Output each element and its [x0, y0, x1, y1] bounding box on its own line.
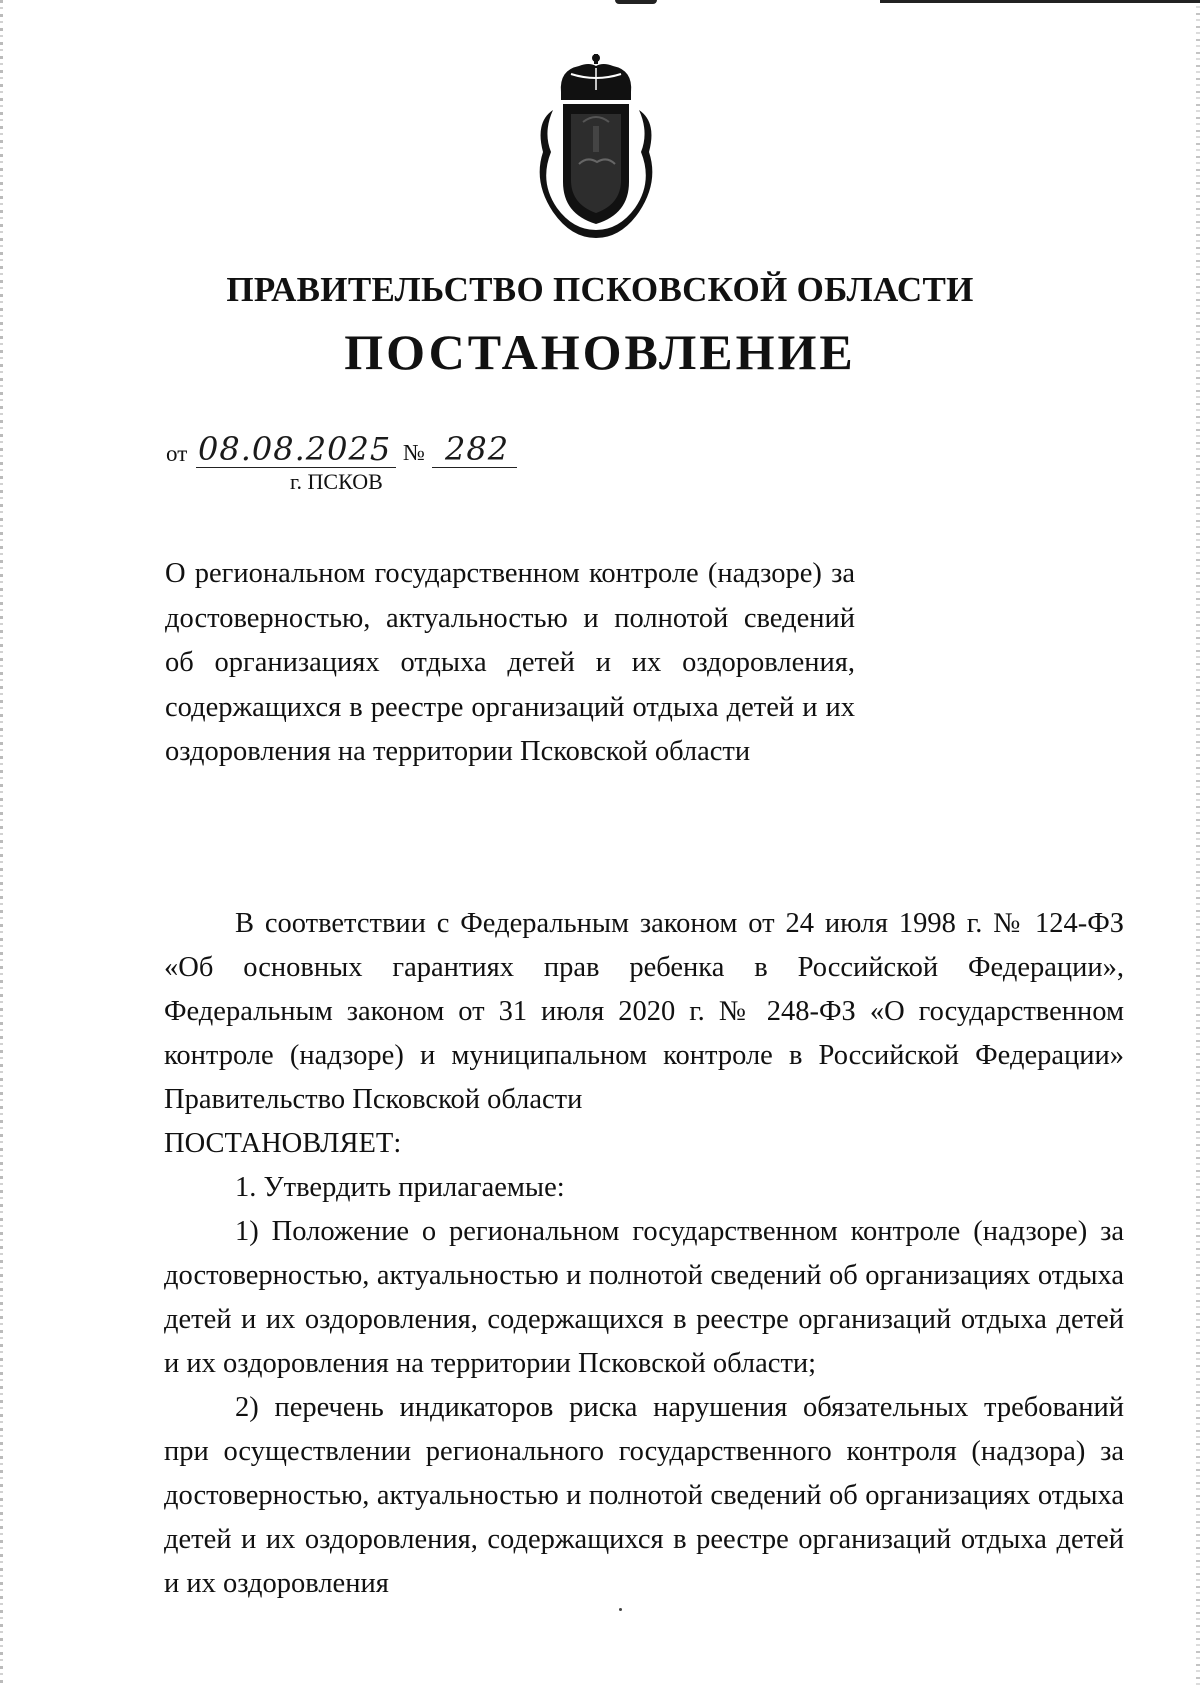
- date-from-label: от: [166, 441, 188, 466]
- document-subject: О региональном государственном контроле (надзоре) за достоверностью, актуальностью и полнотой сведений об организациях отдыха детей и их оздоровления, содержащихся в реестре организаций отдыха детей и их оздоровления на территории Псковской области: [165, 558, 855, 767]
- date-underline: [196, 467, 396, 468]
- item-1-1-paragraph: 1) Положение о региональном государственном контроле (надзоре) за достоверностью, актуальностью и полнотой сведений об организациях отдыха детей и их оздоровления, содержащихся в реестре организаций отдыха детей и их оздоровления на территории Псковской области;: [164, 1216, 1124, 1379]
- item-1-paragraph: 1. Утвердить прилагаемые:: [235, 1172, 565, 1203]
- number-underline: [432, 467, 517, 468]
- resolves-heading: ПОСТАНОВЛЯЕТ:: [164, 1128, 402, 1159]
- document-body: [164, 902, 1124, 1606]
- scan-edge-left: [0, 0, 3, 1686]
- organization-title: ПРАВИТЕЛЬСТВО ПСКОВСКОЙ ОБЛАСТИ: [226, 270, 974, 309]
- item-1-2-paragraph: 2) перечень индикаторов риска нарушения обязательных требований при осуществлении регионального государственного контроля (надзора) за достоверностью, актуальностью и полнотой сведений об организациях отдыха детей и их оздоровления, содержащихся в реестре организаций отдыха детей и их оздоровления: [164, 1392, 1124, 1599]
- document-type-title: ПОСТАНОВЛЕНИЕ: [344, 324, 856, 380]
- number-label: №: [403, 440, 425, 465]
- document-date: 08.08.2025: [198, 430, 392, 468]
- scan-mark: [615, 0, 657, 4]
- document-number: 282: [445, 430, 510, 468]
- city-label: г. ПСКОВ: [290, 469, 383, 494]
- scan-edge-right: [1196, 0, 1200, 1686]
- scan-dot: [619, 1608, 622, 1611]
- scan-mark: [880, 0, 1200, 3]
- coat-of-arms-emblem: [531, 52, 661, 242]
- preamble-paragraph: В соответствии с Федеральным законом от 24 июля 1998 г. № 124-ФЗ «Об основных гарантиях прав ребенка в Российской Федерации», Федеральным законом от 31 июля 2020 г. № 248-ФЗ «О государственном контроле (надзоре) и муниципальном контроле в Российской Федерации» Правительство Псковской области: [164, 908, 1124, 1115]
